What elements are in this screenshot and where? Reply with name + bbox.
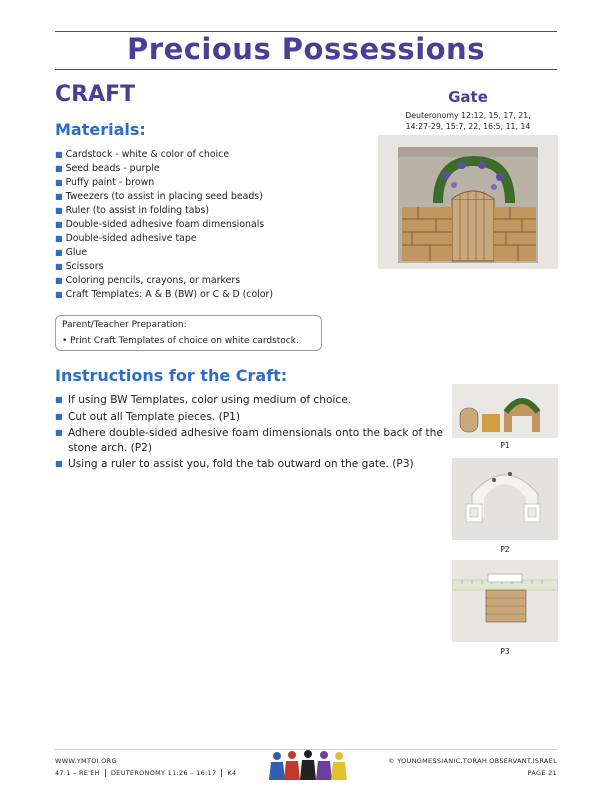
footer-lesson-info: 47.1 – RE'EH DEUTERONOMY 11:26 – 16:17 K4 (55, 769, 237, 777)
gate-heading: Gate (448, 88, 488, 106)
bullet-icon: ■ (55, 395, 63, 404)
step-photo-p3 (452, 560, 558, 642)
footer-copyright: © YOUNGMESSIANIC.TORAH.OBSERVANT.ISRAEL (388, 757, 557, 765)
bullet-icon: ■ (55, 428, 63, 437)
bullet-icon: ■ (55, 150, 63, 159)
list-item: ■ Using a ruler to assist you, fold the tab outward on the gate. (P3) (55, 458, 414, 470)
bullet-icon: ■ (55, 206, 63, 215)
bullet-icon: ■ (55, 234, 63, 243)
photo-caption-p1: P1 (500, 441, 510, 450)
bullet-icon: ■ (55, 192, 63, 201)
bullet-icon: ■ (55, 276, 63, 285)
materials-heading: Materials: (55, 120, 146, 139)
step-photo-p2 (452, 458, 558, 540)
list-item: ■ Coloring pencils, crayons, or markers (55, 275, 241, 286)
bullet-icon: ■ (55, 262, 63, 271)
list-item: ■ Puffy paint - brown (55, 177, 155, 188)
bullet-icon: ■ (55, 220, 63, 229)
photo-caption-p3: P3 (500, 647, 510, 656)
children-logo (268, 748, 348, 782)
prep-box (55, 315, 322, 351)
prep-item: • Print Craft Templates of choice on white cardstock. (62, 336, 299, 346)
photo-caption-p2: P2 (500, 545, 510, 554)
prep-title: Parent/Teacher Preparation: (62, 320, 187, 330)
step-photo-p1 (452, 384, 558, 438)
list-item: ■ Glue (55, 247, 88, 258)
separator (221, 769, 222, 777)
bullet-icon: ■ (55, 164, 63, 173)
gate-craft-photo (378, 135, 558, 269)
bullet-icon: ■ (55, 290, 63, 299)
bullet-icon: ■ (55, 248, 63, 257)
footer-page-number: PAGE 21 (527, 769, 557, 777)
separator (105, 769, 106, 777)
list-item: ■ Ruler (to assist in folding tabs) (55, 205, 210, 216)
list-item: ■ Cut out all Template pieces. (P1) (55, 410, 240, 423)
bullet-icon: ■ (55, 411, 63, 421)
instructions-heading: Instructions for the Craft: (55, 366, 288, 385)
bullet-icon: ■ (55, 178, 63, 187)
title-rule (55, 69, 557, 70)
list-item: ■ Seed beads - purple (55, 163, 160, 174)
list-item: ■ If using BW Templates, color using medium of choice. (55, 394, 352, 406)
materials-list (55, 148, 273, 302)
gate-reference: Deuteronomy 12:12, 15, 17, 21, 14:27-29, 15:7, 22, 16:5, 11, 14 (405, 111, 531, 131)
list-item: ■ Tweezers (to assist in placing seed beads) (55, 191, 263, 202)
list-item: ■ Cardstock - white & color of choice (55, 149, 230, 160)
instructions-list (55, 393, 445, 474)
footer-website[interactable]: WWW.YMTOI.ORG (55, 757, 117, 765)
page-title: Precious Possessions (127, 32, 485, 66)
list-item: ■ Double-sided adhesive foam dimensionals (55, 219, 265, 230)
list-item: ■ Double-sided adhesive tape (55, 233, 197, 244)
section-heading: CRAFT (55, 82, 136, 107)
list-item: ■ Scissors (55, 261, 104, 272)
bullet-icon: ■ (55, 459, 63, 468)
list-item: ■ Adhere double-sided adhesive foam dimensionals onto the back of the stone arch. (P2) (55, 427, 443, 454)
list-item: ■ Craft Templates: A & B (BW) or C & D (color) (55, 289, 274, 300)
